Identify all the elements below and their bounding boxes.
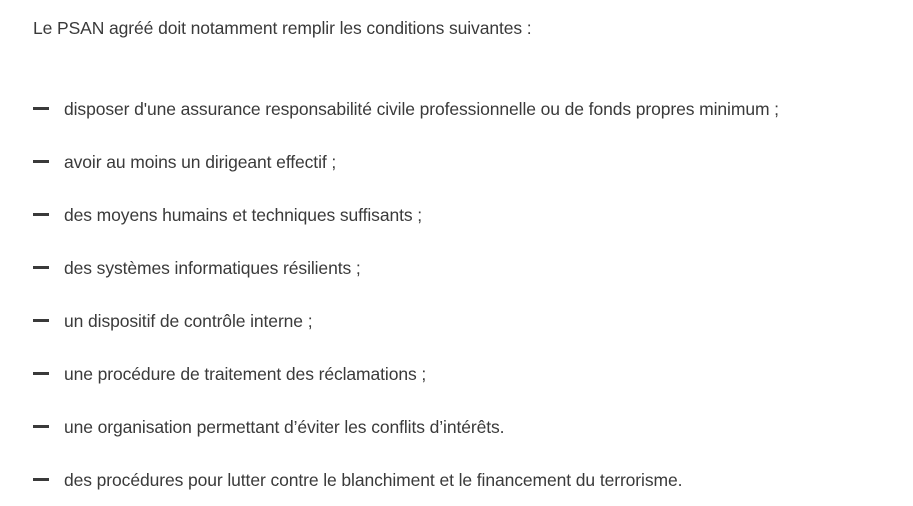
conditions-list — [33, 82, 905, 506]
dash-bullet-icon — [33, 107, 49, 110]
dash-bullet-icon — [33, 425, 49, 428]
list-item-text: avoir au moins un dirigeant effectif ; — [64, 151, 337, 172]
list-item-text: une procédure de traitement des réclamations ; — [64, 363, 427, 384]
dash-bullet-icon — [33, 478, 49, 481]
list-item-text: des systèmes informatiques résilients ; — [64, 257, 361, 278]
list-item — [33, 241, 905, 294]
list-item — [33, 294, 905, 347]
list-item-text: une organisation permettant d’éviter les conflits d’intérêts. — [64, 416, 505, 437]
list-item — [33, 188, 905, 241]
dash-bullet-icon — [33, 372, 49, 375]
list-item-text: des procédures pour lutter contre le blanchiment et le financement du terrorisme. — [64, 469, 683, 490]
dash-bullet-icon — [33, 160, 49, 163]
list-item-text: des moyens humains et techniques suffisants ; — [64, 204, 423, 225]
dash-bullet-icon — [33, 319, 49, 322]
dash-bullet-icon — [33, 266, 49, 269]
dash-bullet-icon — [33, 213, 49, 216]
list-item — [33, 82, 905, 135]
list-item-text: disposer d'une assurance responsabilité civile professionnelle ou de fonds propres minimum ; — [64, 98, 779, 119]
list-item — [33, 400, 905, 453]
intro-text: Le PSAN agréé doit notamment remplir les conditions suivantes : — [33, 18, 532, 38]
list-item — [33, 347, 905, 400]
list-item-text: un dispositif de contrôle interne ; — [64, 310, 313, 331]
list-item — [33, 135, 905, 188]
list-item — [33, 453, 905, 506]
content-block — [33, 14, 905, 490]
